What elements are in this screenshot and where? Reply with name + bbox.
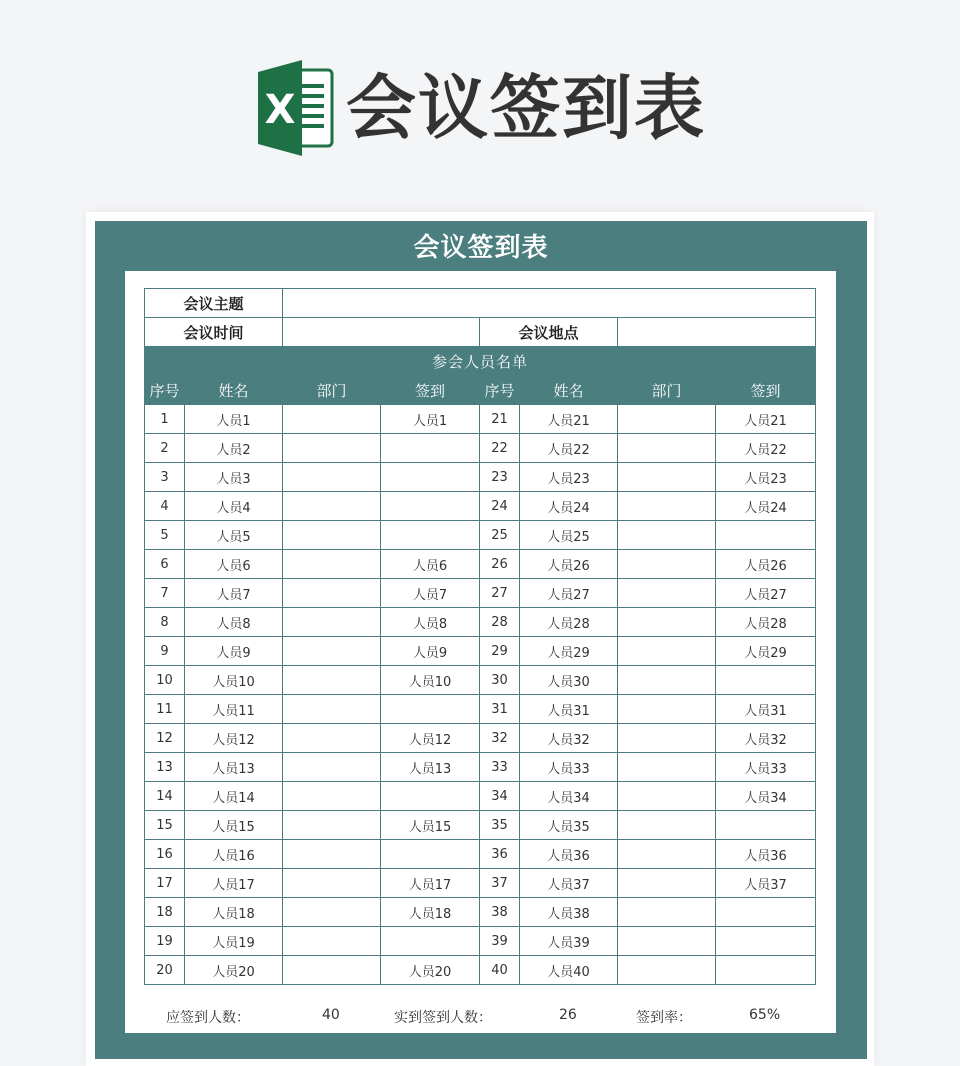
name-cell-right: 人员38: [520, 898, 618, 927]
table-row: [145, 811, 816, 840]
sign-cell-right[interactable]: 人员28: [716, 608, 816, 637]
name-cell-left: 人员3: [185, 463, 283, 492]
excel-icon: [258, 60, 334, 156]
dept-cell-right[interactable]: [618, 492, 716, 521]
name-cell-left: 人员5: [185, 521, 283, 550]
sign-cell-left[interactable]: [381, 840, 480, 869]
dept-cell-left[interactable]: [283, 695, 381, 724]
dept-cell-right[interactable]: [618, 753, 716, 782]
dept-cell-right[interactable]: [618, 608, 716, 637]
seq-cell-right: 25: [480, 521, 520, 550]
header-sign-right: 签到: [716, 376, 816, 405]
dept-cell-right[interactable]: [618, 405, 716, 434]
sign-cell-right[interactable]: 人员26: [716, 550, 816, 579]
dept-cell-left[interactable]: [283, 840, 381, 869]
sign-cell-left[interactable]: 人员20: [381, 956, 480, 985]
header-name-left: 姓名: [185, 376, 283, 405]
dept-cell-right[interactable]: [618, 434, 716, 463]
name-cell-left: 人员16: [185, 840, 283, 869]
sign-cell-right[interactable]: 人员37: [716, 869, 816, 898]
time-input[interactable]: [283, 318, 480, 347]
seq-cell-left: 18: [145, 898, 185, 927]
dept-cell-left[interactable]: [283, 927, 381, 956]
table-row: [145, 724, 816, 753]
seq-cell-right: 33: [480, 753, 520, 782]
name-cell-left: 人员7: [185, 579, 283, 608]
seq-cell-right: 27: [480, 579, 520, 608]
actual-count-label: 实到签到人数：: [394, 1010, 492, 1026]
table-row: [145, 666, 816, 695]
sign-cell-left[interactable]: 人员12: [381, 724, 480, 753]
name-cell-left: 人员8: [185, 608, 283, 637]
seq-cell-left: 17: [145, 869, 185, 898]
name-cell-right: 人员36: [520, 840, 618, 869]
dept-cell-right[interactable]: [618, 782, 716, 811]
seq-cell-left: 11: [145, 695, 185, 724]
table-row: [145, 550, 816, 579]
dept-cell-left[interactable]: [283, 666, 381, 695]
seq-cell-right: 21: [480, 405, 520, 434]
sign-cell-right[interactable]: 人员36: [716, 840, 816, 869]
sign-cell-right[interactable]: 人员31: [716, 695, 816, 724]
seq-cell-left: 4: [145, 492, 185, 521]
table-row: [145, 753, 816, 782]
actual-count-value: 26: [559, 1007, 577, 1023]
seq-cell-left: 15: [145, 811, 185, 840]
name-cell-right: 人员24: [520, 492, 618, 521]
name-cell-right: 人员22: [520, 434, 618, 463]
dept-cell-left[interactable]: [283, 434, 381, 463]
name-cell-left: 人员14: [185, 782, 283, 811]
dept-cell-right[interactable]: [618, 840, 716, 869]
seq-cell-right: 23: [480, 463, 520, 492]
seq-cell-right: 30: [480, 666, 520, 695]
name-cell-right: 人员31: [520, 695, 618, 724]
dept-cell-right[interactable]: [618, 463, 716, 492]
name-cell-left: 人员18: [185, 898, 283, 927]
name-cell-left: 人员9: [185, 637, 283, 666]
name-cell-right: 人员37: [520, 869, 618, 898]
table-row: [145, 521, 816, 550]
dept-cell-right[interactable]: [618, 956, 716, 985]
sign-cell-right[interactable]: [716, 811, 816, 840]
name-cell-left: 人员1: [185, 405, 283, 434]
dept-cell-left[interactable]: [283, 463, 381, 492]
header-sign-left: 签到: [381, 376, 480, 405]
page-title: 会议签到表: [346, 67, 706, 149]
name-cell-right: 人员32: [520, 724, 618, 753]
seq-cell-left: 7: [145, 579, 185, 608]
section-title: 参会人员名单: [145, 347, 816, 376]
sign-cell-left[interactable]: 人员17: [381, 869, 480, 898]
dept-cell-left[interactable]: [283, 405, 381, 434]
name-cell-right: 人员21: [520, 405, 618, 434]
name-cell-left: 人员12: [185, 724, 283, 753]
sign-cell-left[interactable]: 人员1: [381, 405, 480, 434]
seq-cell-right: 34: [480, 782, 520, 811]
name-cell-right: 人员25: [520, 521, 618, 550]
table-row: [145, 695, 816, 724]
dept-cell-right[interactable]: [618, 695, 716, 724]
name-cell-left: 人员19: [185, 927, 283, 956]
hero-header: [0, 0, 960, 200]
seq-cell-left: 8: [145, 608, 185, 637]
seq-cell-right: 38: [480, 898, 520, 927]
seq-cell-right: 39: [480, 927, 520, 956]
sign-cell-left[interactable]: [381, 695, 480, 724]
name-cell-left: 人员13: [185, 753, 283, 782]
header-dept-left: 部门: [283, 376, 381, 405]
table-row: [145, 463, 816, 492]
name-cell-right: 人员39: [520, 927, 618, 956]
dept-cell-left[interactable]: [283, 869, 381, 898]
sign-cell-right[interactable]: [716, 666, 816, 695]
sign-cell-right[interactable]: 人员33: [716, 753, 816, 782]
expected-count-value: 40: [322, 1007, 340, 1023]
sign-cell-left[interactable]: 人员18: [381, 898, 480, 927]
name-cell-right: 人员35: [520, 811, 618, 840]
dept-cell-right[interactable]: [618, 869, 716, 898]
sign-cell-right[interactable]: 人员34: [716, 782, 816, 811]
place-input[interactable]: [618, 318, 816, 347]
dept-cell-right[interactable]: [618, 898, 716, 927]
dept-cell-left[interactable]: [283, 898, 381, 927]
seq-cell-left: 1: [145, 405, 185, 434]
summary-bar: [144, 993, 815, 1033]
sign-cell-left[interactable]: 人员6: [381, 550, 480, 579]
name-cell-right: 人员26: [520, 550, 618, 579]
table-row: [145, 869, 816, 898]
seq-cell-left: 6: [145, 550, 185, 579]
table-row: [145, 927, 816, 956]
sign-cell-left[interactable]: 人员9: [381, 637, 480, 666]
sign-cell-right[interactable]: [716, 898, 816, 927]
excel-logo-letter: X: [264, 87, 296, 133]
dept-cell-left[interactable]: [283, 782, 381, 811]
sign-cell-left[interactable]: 人员8: [381, 608, 480, 637]
dept-cell-left[interactable]: [283, 521, 381, 550]
sign-cell-right[interactable]: 人员23: [716, 463, 816, 492]
dept-cell-left[interactable]: [283, 724, 381, 753]
dept-cell-right[interactable]: [618, 550, 716, 579]
seq-cell-right: 28: [480, 608, 520, 637]
name-cell-left: 人员15: [185, 811, 283, 840]
table-row: [145, 608, 816, 637]
seq-cell-right: 26: [480, 550, 520, 579]
seq-cell-left: 2: [145, 434, 185, 463]
dept-cell-left[interactable]: [283, 550, 381, 579]
header-name-right: 姓名: [520, 376, 618, 405]
dept-cell-right[interactable]: [618, 579, 716, 608]
table-row: [145, 579, 816, 608]
name-cell-left: 人员2: [185, 434, 283, 463]
name-cell-left: 人员11: [185, 695, 283, 724]
sign-cell-left[interactable]: [381, 492, 480, 521]
topic-input[interactable]: [283, 289, 816, 318]
seq-cell-left: 10: [145, 666, 185, 695]
table-header-row: [145, 376, 816, 405]
sign-cell-left[interactable]: 人员10: [381, 666, 480, 695]
dept-cell-right[interactable]: [618, 637, 716, 666]
seq-cell-right: 32: [480, 724, 520, 753]
table-row: [145, 956, 816, 985]
seq-cell-left: 3: [145, 463, 185, 492]
sheet-body: [125, 271, 836, 1033]
seq-cell-left: 16: [145, 840, 185, 869]
seq-cell-right: 22: [480, 434, 520, 463]
table-row: [145, 782, 816, 811]
table-row: [145, 898, 816, 927]
seq-cell-right: 35: [480, 811, 520, 840]
sheet-frame: [95, 221, 867, 1059]
seq-cell-right: 29: [480, 637, 520, 666]
sheet-title: 会议签到表: [413, 233, 549, 263]
sign-cell-right[interactable]: 人员21: [716, 405, 816, 434]
place-label: 会议地点: [480, 318, 618, 347]
signin-table: [144, 288, 816, 985]
name-cell-left: 人员17: [185, 869, 283, 898]
table-row: [145, 492, 816, 521]
rate-label: 签到率：: [636, 1010, 692, 1026]
sign-cell-left[interactable]: 人员15: [381, 811, 480, 840]
dept-cell-right[interactable]: [618, 811, 716, 840]
name-cell-right: 人员28: [520, 608, 618, 637]
seq-cell-left: 19: [145, 927, 185, 956]
sign-cell-right[interactable]: 人员27: [716, 579, 816, 608]
table-row: [145, 840, 816, 869]
time-label: 会议时间: [145, 318, 283, 347]
seq-cell-left: 12: [145, 724, 185, 753]
sign-cell-left[interactable]: 人员13: [381, 753, 480, 782]
header-no-left: 序号: [145, 376, 185, 405]
dept-cell-left[interactable]: [283, 579, 381, 608]
seq-cell-right: 37: [480, 869, 520, 898]
rate-value: 65%: [749, 1007, 781, 1023]
name-cell-left: 人员20: [185, 956, 283, 985]
expected-count-label: 应签到人数：: [166, 1010, 250, 1026]
sign-cell-right[interactable]: 人员29: [716, 637, 816, 666]
dept-cell-right[interactable]: [618, 521, 716, 550]
seq-cell-left: 13: [145, 753, 185, 782]
dept-cell-right[interactable]: [618, 666, 716, 695]
dept-cell-left[interactable]: [283, 608, 381, 637]
name-cell-right: 人员27: [520, 579, 618, 608]
table-row: [145, 405, 816, 434]
dept-cell-left[interactable]: [283, 956, 381, 985]
sign-cell-left[interactable]: [381, 521, 480, 550]
name-cell-left: 人员10: [185, 666, 283, 695]
table-row: [145, 637, 816, 666]
name-cell-right: 人员33: [520, 753, 618, 782]
dept-cell-right[interactable]: [618, 927, 716, 956]
dept-cell-left[interactable]: [283, 637, 381, 666]
dept-cell-right[interactable]: [618, 724, 716, 753]
name-cell-right: 人员40: [520, 956, 618, 985]
name-cell-right: 人员30: [520, 666, 618, 695]
dept-cell-left[interactable]: [283, 811, 381, 840]
sign-cell-left[interactable]: 人员7: [381, 579, 480, 608]
seq-cell-right: 24: [480, 492, 520, 521]
seq-cell-left: 20: [145, 956, 185, 985]
name-cell-right: 人员23: [520, 463, 618, 492]
seq-cell-right: 36: [480, 840, 520, 869]
topic-label: 会议主题: [145, 289, 283, 318]
header-no-right: 序号: [480, 376, 520, 405]
dept-cell-left[interactable]: [283, 753, 381, 782]
header-dept-right: 部门: [618, 376, 716, 405]
name-cell-right: 人员29: [520, 637, 618, 666]
seq-cell-left: 5: [145, 521, 185, 550]
sign-cell-left[interactable]: [381, 463, 480, 492]
name-cell-left: 人员6: [185, 550, 283, 579]
name-cell-right: 人员34: [520, 782, 618, 811]
sign-cell-left[interactable]: [381, 434, 480, 463]
sign-cell-right[interactable]: [716, 956, 816, 985]
seq-cell-left: 14: [145, 782, 185, 811]
sign-cell-right[interactable]: [716, 521, 816, 550]
seq-cell-left: 9: [145, 637, 185, 666]
sign-cell-left[interactable]: [381, 782, 480, 811]
sign-cell-right[interactable]: [716, 927, 816, 956]
name-cell-left: 人员4: [185, 492, 283, 521]
sign-cell-right[interactable]: 人员24: [716, 492, 816, 521]
sign-cell-left[interactable]: [381, 927, 480, 956]
seq-cell-right: 40: [480, 956, 520, 985]
seq-cell-right: 31: [480, 695, 520, 724]
sign-cell-right[interactable]: 人员22: [716, 434, 816, 463]
table-row: [145, 434, 816, 463]
sign-cell-right[interactable]: 人员32: [716, 724, 816, 753]
dept-cell-left[interactable]: [283, 492, 381, 521]
